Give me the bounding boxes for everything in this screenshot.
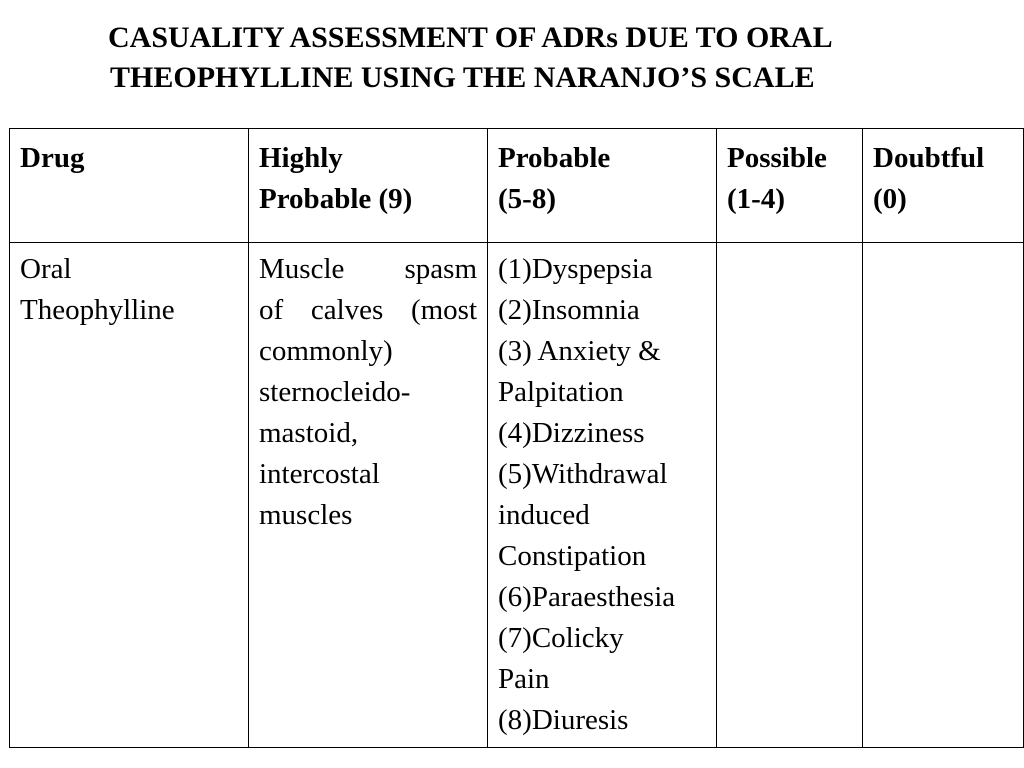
cell-doubtful (863, 243, 1024, 748)
naranjo-table (9, 128, 1024, 748)
cell-line: Theophylline (20, 294, 175, 326)
header-line: Probable (498, 142, 611, 174)
cell-line: induced (498, 499, 590, 531)
table-row (10, 243, 1024, 748)
cell-line: Muscle spasm (259, 253, 477, 285)
cell-line: (6)Paraesthesia (498, 581, 676, 613)
page-title (108, 18, 1008, 98)
cell-line: Constipation (498, 540, 647, 572)
header-highly-probable (249, 129, 488, 243)
title-line-2: THEOPHYLLINE USING THE NARANJO’S SCALE (110, 61, 815, 94)
cell-line: intercostal (259, 458, 380, 490)
cell-line: Oral (20, 253, 72, 285)
cell-line: (2)Insomnia (498, 294, 640, 326)
cell-probable (488, 243, 717, 748)
header-line: Highly (259, 142, 343, 174)
cell-line: (7)Colicky (498, 622, 624, 654)
cell-drug (10, 243, 249, 748)
cell-line: (3) Anxiety & (498, 335, 661, 367)
cell-line: (1)Dyspepsia (498, 253, 653, 285)
cell-line: Pain (498, 663, 550, 695)
header-probable (488, 129, 717, 243)
header-line: (5-8) (498, 183, 556, 215)
header-line: (0) (873, 183, 907, 215)
cell-line: Palpitation (498, 376, 624, 408)
cell-line: of calves (most (259, 294, 477, 326)
cell-possible (717, 243, 863, 748)
header-drug (10, 129, 249, 243)
cell-line: (4)Dizziness (498, 417, 645, 449)
cell-line: commonly) (259, 335, 393, 367)
header-line: Drug (20, 142, 85, 174)
title-line-1: CASUALITY ASSESSMENT OF ADRs DUE TO ORAL (108, 21, 833, 54)
cell-line: (8)Diuresis (498, 704, 629, 736)
cell-line: (5)Withdrawal (498, 458, 668, 490)
cell-highly-probable (249, 243, 488, 748)
header-line: Probable (9) (259, 183, 413, 215)
header-line: Doubtful (873, 142, 985, 174)
table-header-row (10, 129, 1024, 243)
cell-line: muscles (259, 499, 353, 531)
cell-line: mastoid, (259, 417, 359, 449)
header-line: (1-4) (727, 183, 785, 215)
header-possible (717, 129, 863, 243)
header-line: Possible (727, 142, 827, 174)
cell-line: sternocleido- (259, 376, 411, 408)
header-doubtful (863, 129, 1024, 243)
